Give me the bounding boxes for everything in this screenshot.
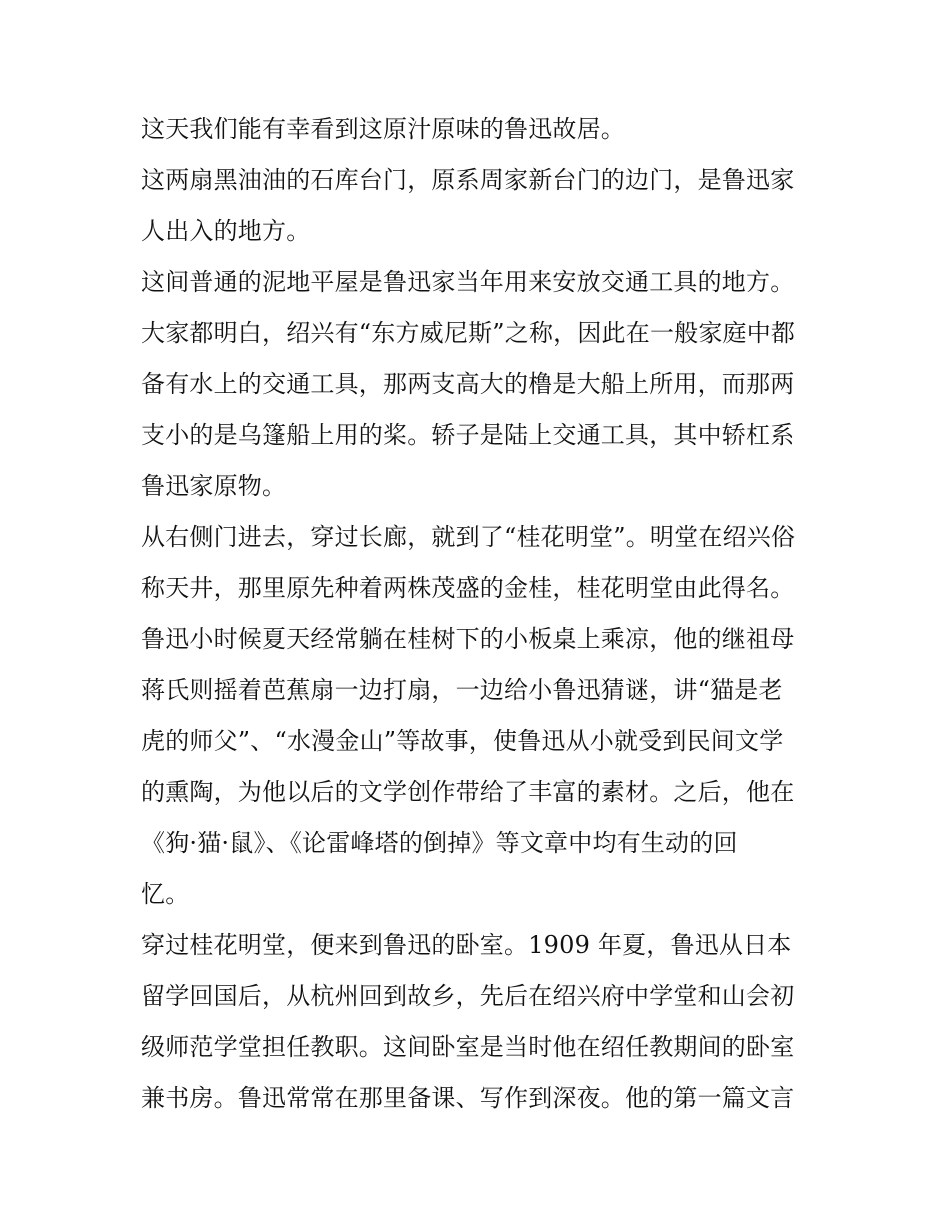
text-line: 兼书房。鲁迅常常在那里备课、写作到深夜。他的第一篇文言 — [141, 1084, 795, 1112]
text-line: 忆。 — [141, 880, 190, 908]
text-line: 《狗·猫·鼠》、《论雷峰塔的倒掉》等文章中均有生动的回 — [141, 829, 738, 857]
text-line: 级师范学堂担任教职。这间卧室是当时他在绍任教期间的卧室 — [141, 1033, 795, 1061]
text-line: 备有水上的交通工具，那两支高大的橹是大船上所用，而那两 — [141, 370, 795, 398]
text-line: 穿过桂花明堂，便来到鲁迅的卧室。1909 年夏，鲁迅从日本 — [141, 931, 792, 959]
text-line: 的熏陶，为他以后的文学创作带给了丰富的素材。之后，他在 — [141, 778, 795, 806]
text-line: 留学回国后，从杭州回到故乡，先后在绍兴府中学堂和山会初 — [141, 982, 795, 1010]
text-line: 虎的师父”、“水漫金山”等故事，使鲁迅从小就受到民间文学 — [141, 727, 784, 755]
text-line: 这两扇黑油油的石库台门，原系周家新台门的边门，是鲁迅家 — [141, 166, 795, 194]
text-line: 支小的是乌篷船上用的桨。轿子是陆上交通工具，其中轿杠系 — [141, 421, 795, 449]
text-line: 鲁迅小时候夏天经常躺在桂树下的小板桌上乘凉，他的继祖母 — [141, 625, 795, 653]
text-line: 这间普通的泥地平屋是鲁迅家当年用来安放交通工具的地方。 — [141, 268, 795, 296]
text-line: 从右侧门进去，穿过长廊，就到了“桂花明堂”。明堂在绍兴俗 — [141, 523, 796, 551]
text-line: 这天我们能有幸看到这原汁原味的鲁迅故居。 — [141, 115, 625, 143]
text-line: 大家都明白，绍兴有“东方威尼斯”之称，因此在一般家庭中都 — [141, 319, 796, 347]
text-line: 蒋氏则摇着芭蕉扇一边打扇，一边给小鲁迅猜谜，讲“猫是老 — [141, 676, 783, 704]
text-line: 人出入的地方。 — [141, 217, 311, 245]
text-line: 鲁迅家原物。 — [141, 472, 287, 500]
text-line: 称天井，那里原先种着两株茂盛的金桂，桂花明堂由此得名。 — [141, 574, 795, 602]
